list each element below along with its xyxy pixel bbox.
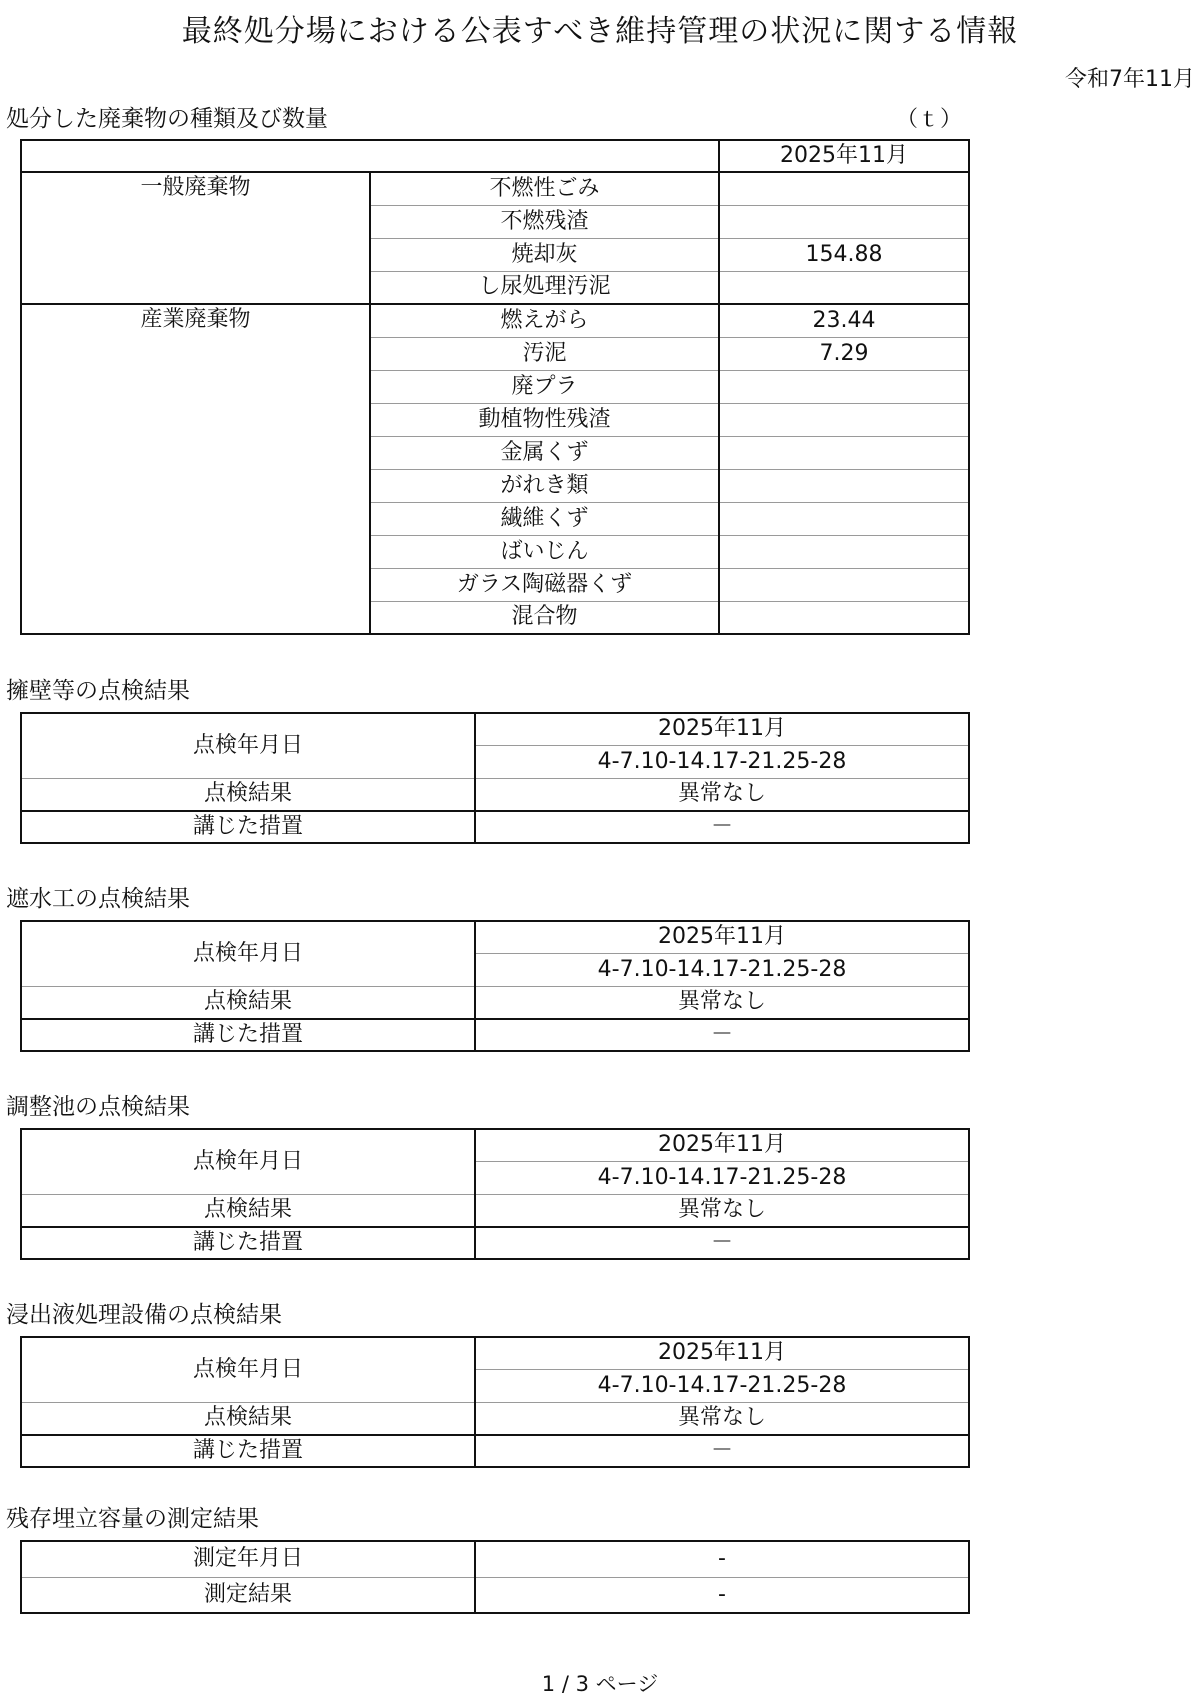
inspection-measure-label: 講じた措置 — [21, 1019, 475, 1051]
inspection-date-label: 点検年月日 — [192, 1148, 303, 1174]
inspection-date-label: 点検年月日 — [192, 732, 303, 758]
waste-amount-cell: 23.44 — [719, 304, 969, 337]
waste-type-cell: し尿処理汚泥 — [370, 271, 719, 304]
inspection-measure-row — [21, 811, 969, 843]
capacity-result-row — [21, 1577, 969, 1613]
waste-type-cell: 汚泥 — [370, 337, 719, 370]
waste-header-row — [21, 140, 969, 172]
inspection-heading: 調整池の点検結果 — [6, 1094, 190, 1120]
inspection-heading: 擁壁等の点検結果 — [6, 678, 190, 704]
waste-type-cell: ガラス陶磁器くず — [370, 568, 719, 601]
inspection-measure-value: － — [475, 1019, 969, 1051]
inspection-result-value: 異常なし — [475, 986, 969, 1019]
measure-date-label: 測定年月日 — [192, 1546, 303, 1572]
waste-type-cell: 不燃残渣 — [370, 205, 719, 238]
waste-amount-cell — [719, 172, 969, 205]
inspection-result-row — [21, 1402, 969, 1435]
waste-amount-cell — [719, 502, 969, 535]
inspection-result-value: 異常なし — [475, 778, 969, 811]
waste-type-cell: 不燃性ごみ — [370, 172, 719, 205]
page-title: 最終処分場における公表すべき維持管理の状況に関する情報 — [181, 14, 1019, 49]
capacity-table — [20, 1540, 970, 1614]
unit-label: （ｔ） — [896, 107, 963, 132]
waste-type-cell: 廃プラ — [370, 370, 719, 403]
waste-amount-cell — [719, 601, 969, 634]
waste-type-cell: 混合物 — [370, 601, 719, 634]
waste-type-cell: 繊維くず — [370, 502, 719, 535]
inspection-result-label: 点検結果 — [21, 1402, 475, 1435]
inspection-month: 2025年11月 — [475, 1337, 969, 1369]
inspection-measure-value: － — [475, 1435, 969, 1467]
capacity-date-row — [21, 1541, 969, 1577]
inspection-table — [20, 920, 970, 1052]
inspection-month: 2025年11月 — [475, 713, 969, 745]
general-waste-group — [21, 172, 969, 304]
header-blank-cell — [21, 140, 719, 172]
waste-amount-cell: 7.29 — [719, 337, 969, 370]
inspection-measure-label: 講じた措置 — [21, 1435, 475, 1467]
waste-amount-cell — [719, 568, 969, 601]
waste-row — [21, 304, 969, 337]
capacity-heading: 残存埋立容量の測定結果 — [6, 1506, 259, 1532]
inspection-measure-row — [21, 1435, 969, 1467]
general-waste-label: 一般廃棄物 — [21, 172, 370, 304]
inspection-measure-label: 講じた措置 — [21, 811, 475, 843]
inspection-result-value: 異常なし — [475, 1194, 969, 1227]
inspection-date-label: 点検年月日 — [192, 940, 303, 966]
waste-amount-cell: 154.88 — [719, 238, 969, 271]
waste-amount-cell — [719, 205, 969, 238]
inspection-table — [20, 712, 970, 844]
inspection-measure-value: － — [475, 1227, 969, 1259]
inspection-month: 2025年11月 — [475, 921, 969, 953]
inspection-days: 4-7.10-14.17-21.25-28 — [475, 1161, 969, 1194]
waste-amount-cell — [719, 370, 969, 403]
inspection-result-label: 点検結果 — [21, 986, 475, 1019]
inspection-month: 2025年11月 — [475, 1129, 969, 1161]
inspection-result-row — [21, 1194, 969, 1227]
month-header: 2025年11月 — [719, 140, 969, 172]
inspection-days: 4-7.10-14.17-21.25-28 — [475, 953, 969, 986]
waste-table — [20, 139, 970, 635]
measure-result-label: 測定結果 — [21, 1577, 475, 1613]
inspection-measure-row — [21, 1019, 969, 1051]
measure-date-value: - — [475, 1541, 969, 1577]
industrial-waste-label: 産業廃棄物 — [21, 304, 370, 634]
waste-amount-cell — [719, 535, 969, 568]
inspection-table — [20, 1336, 970, 1468]
inspection-result-value: 異常なし — [475, 1402, 969, 1435]
inspection-days: 4-7.10-14.17-21.25-28 — [475, 1369, 969, 1402]
measure-result-value: - — [475, 1577, 969, 1613]
waste-type-cell: 燃えがら — [370, 304, 719, 337]
waste-amount-cell — [719, 436, 969, 469]
inspection-date-label: 点検年月日 — [192, 1356, 303, 1382]
waste-amount-cell — [719, 271, 969, 304]
inspection-date-row — [21, 1129, 969, 1161]
inspection-result-label: 点検結果 — [21, 1194, 475, 1227]
inspection-date-row — [21, 1337, 969, 1369]
waste-amount-cell — [719, 469, 969, 502]
industrial-waste-group — [21, 304, 969, 634]
inspection-table — [20, 1128, 970, 1260]
inspection-heading: 遮水工の点検結果 — [6, 886, 190, 912]
waste-type-cell: 動植物性残渣 — [370, 403, 719, 436]
waste-type-cell: 金属くず — [370, 436, 719, 469]
inspection-result-row — [21, 986, 969, 1019]
waste-heading: 処分した廃棄物の種類及び数量 — [6, 106, 328, 132]
inspection-result-label: 点検結果 — [21, 778, 475, 811]
inspection-heading: 浸出液処理設備の点検結果 — [6, 1302, 282, 1328]
waste-type-cell: がれき類 — [370, 469, 719, 502]
waste-row — [21, 172, 969, 205]
report-date: 令和7年11月 — [1065, 67, 1195, 92]
inspection-measure-label: 講じた措置 — [21, 1227, 475, 1259]
waste-type-cell: ばいじん — [370, 535, 719, 568]
inspection-date-row — [21, 921, 969, 953]
inspection-result-row — [21, 778, 969, 811]
inspection-measure-row — [21, 1227, 969, 1259]
page-footer: 1 / 3 ページ — [541, 1672, 659, 1696]
inspection-date-row — [21, 713, 969, 745]
waste-type-cell: 焼却灰 — [370, 238, 719, 271]
inspection-days: 4-7.10-14.17-21.25-28 — [475, 745, 969, 778]
inspection-measure-value: － — [475, 811, 969, 843]
waste-amount-cell — [719, 403, 969, 436]
